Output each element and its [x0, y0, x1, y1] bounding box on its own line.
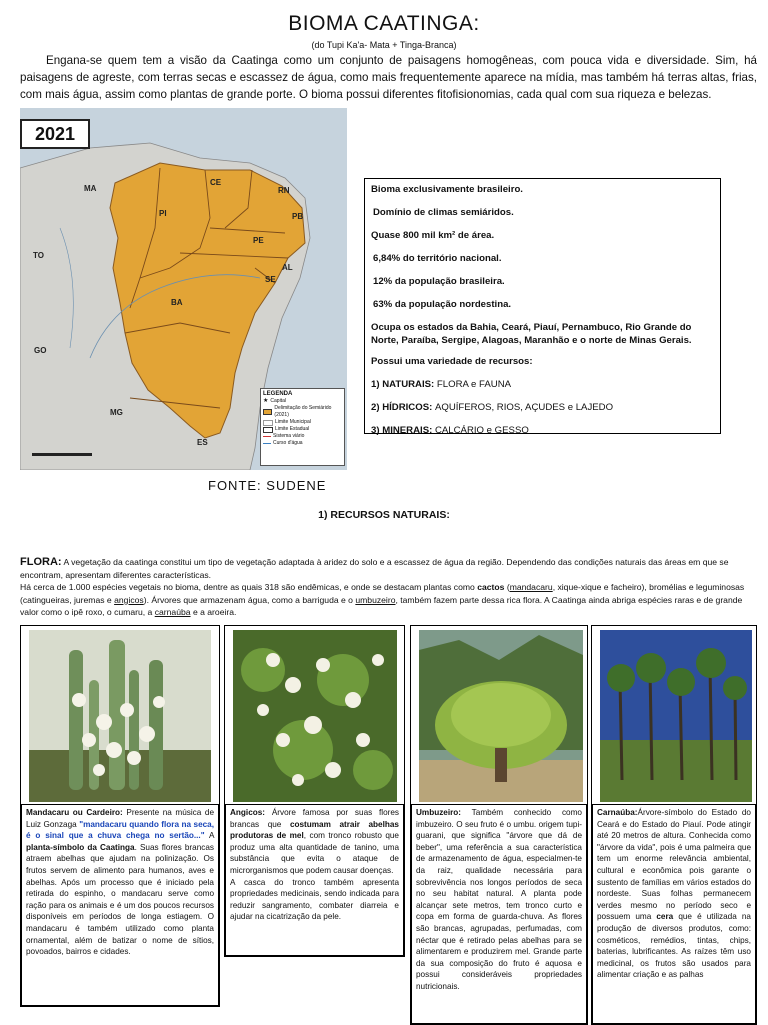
state-label: MG — [110, 408, 123, 417]
resource-text: CALCÁRIO e GESSO — [434, 425, 529, 436]
flora-text: , também fazem parte dessa rica flora. A Caatinga ainda abriga espécies raras e de grande valor como o ipê roxo, o cumaru, a — [20, 594, 743, 617]
resource-label: 3) MINERAIS: — [371, 425, 433, 436]
mandacaru-photo — [29, 630, 211, 802]
map-legend — [260, 388, 345, 466]
info-box — [364, 178, 721, 434]
card-title: Angicos: — [230, 808, 266, 817]
legend-item — [263, 433, 342, 440]
page-title: BIOMA CAATINGA: — [288, 12, 480, 35]
legend-title: LEGENDA — [263, 391, 293, 397]
flora-underline: angicos — [114, 594, 144, 605]
card-text: A — [208, 831, 214, 841]
angicos-description — [225, 804, 404, 956]
card-title: Mandacaru ou Cardeiro: — [26, 808, 123, 817]
resource-water — [371, 401, 714, 414]
card-text: Presente na música de Luiz Gonzaga — [26, 808, 214, 829]
intro-text: Engana-se quem tem a visão da Caatinga como um conjunto de paisagens homogêneas, com pouca vida e diversidade. Sim, há paisagens de agreste, com terras secas e escassez de água, como mais frequentemente aparece na mídia, mas também há terras altas, frias, com mais água, assim como plantas de grande porte. O bioma possui diferentes fitofisionomias, cada qual com sua riqueza e belezas. — [20, 54, 757, 101]
card-bold: costumam atrair abelhas produtoras de mel — [230, 819, 399, 841]
info-line: Possui uma variedade de recursos: — [371, 356, 533, 367]
legend-item-label: Sistema viário — [273, 433, 305, 439]
state-label: ES — [197, 438, 208, 447]
plant-card-umbuzeiro — [410, 625, 588, 1025]
legend-item — [263, 405, 342, 419]
angico-photo — [233, 630, 397, 802]
card-quote: "mandacaru quando flora na seca, é o sinal que a chuva chega no sertão..." — [26, 819, 215, 841]
flora-underline: carnaúba — [154, 607, 191, 617]
state-label: AL — [282, 263, 293, 272]
umbuzeiro-photo — [419, 630, 583, 802]
legend-item-label: Limite Estadual — [275, 426, 310, 432]
flora-text: e a aroeira. — [192, 607, 237, 617]
flora-text: A vegetação da caatinga constitui um tipo de vegetação adaptada à aridez do solo e a escassez de água da região. Dependendo das condições naturais das áreas em que se encontram, apresentam diferentes características. — [20, 557, 729, 580]
state-label: SE — [265, 275, 276, 284]
state-label: GO — [34, 346, 47, 355]
card-text: A casca do tronco também apresenta propriedades medicinais, sendo indicada para reduzir sangramento, combater diarreia e ajudar na cicatrização da pele. — [230, 877, 399, 922]
flora-text: Há cerca de 1.000 espécies vegetais no bioma, dentre as quais 318 são endêmicas, e onde se destacam plantas como — [20, 582, 475, 592]
flora-underline: umbuzeiro — [355, 594, 396, 605]
carnauba-photo — [600, 630, 752, 802]
card-title: Carnaúba: — [597, 808, 638, 817]
legend-item — [263, 426, 342, 433]
state-label: MA — [84, 184, 97, 193]
section-heading: 1) RECURSOS NATURAIS: — [318, 509, 450, 521]
legend-item: ★ Capital — [263, 398, 286, 404]
plant-card-carnauba — [591, 625, 757, 1025]
map-source: FONTE: SUDENE — [208, 478, 327, 493]
state-label: PB — [292, 212, 304, 221]
carnauba-description — [592, 804, 756, 1024]
card-bold: cera — [656, 912, 674, 922]
legend-item-label: Limite Municipal — [275, 419, 311, 425]
resource-text: AQUÍFEROS, RIOS, AÇUDES e LAJEDO — [434, 402, 614, 413]
legend-item — [263, 440, 342, 447]
plant-card-mandacaru — [20, 625, 220, 1007]
flora-text: ( — [506, 582, 510, 592]
resource-label: 2) HÍDRICOS: — [371, 402, 433, 413]
page-subtitle: (do Tupi Ka'a- Mata + Tinga-Branca) — [311, 40, 457, 50]
card-title: Umbuzeiro: — [416, 808, 462, 817]
info-line: Ocupa os estados da Bahia, Ceará, Piauí, Pernambuco, Rio Grande do Norte, Paraíba, Sergipe, Alagoas, Maranhão e o norte de Minas Gerais. — [371, 322, 692, 346]
resource-label: 1) NATURAIS: — [371, 379, 435, 390]
legend-item-label: Delimitação do Semiárido (2021) — [274, 405, 332, 418]
state-label: RN — [278, 186, 290, 195]
umbuzeiro-description — [411, 804, 587, 1024]
resource-mineral — [371, 424, 714, 437]
flora-text: , xique-xique e facheiro), bromélias e leguminosas (catingueiras, juremas e — [20, 582, 745, 605]
intro-paragraph — [20, 52, 757, 103]
flora-label: FLORA: — [20, 556, 62, 568]
flora-bold: cactos — [477, 582, 505, 592]
card-text: Árvore famosa por suas flores brancas que — [230, 808, 399, 829]
state-label: PI — [159, 209, 167, 218]
flora-paragraph — [20, 556, 757, 619]
card-text: que é utilizada na produção de diversos produtos, como: cosméticos, remédios, tintas, chips, baterias, lubrificantes. As raízes têm uso medicinal, os frutos são usados para alimentar criação e as palhas — [597, 912, 751, 980]
legend-item — [263, 419, 342, 426]
state-label: BA — [171, 298, 183, 307]
card-bold: planta-símbolo da Caatinga — [26, 842, 135, 852]
map-year-label: 2021 — [20, 119, 90, 149]
flora-text: ). Árvores que armazenam água, como a barriguda e o — [143, 594, 353, 605]
info-line: 63% da população nordestina. — [373, 299, 512, 310]
plant-card-angicos — [224, 625, 405, 957]
mandacaru-description — [21, 804, 219, 1006]
info-line: 12% da população brasileira. — [373, 276, 505, 287]
state-label: TO — [33, 251, 44, 260]
state-label: CE — [210, 178, 222, 187]
info-line: Quase 800 mil km² de área. — [371, 230, 495, 241]
card-text: . Suas flores brancas atraem abelhas que ajudam na polinização. Os frutos servem de alimento para humanos, aves e abelhas. Após um processo que é iniciado pela retirada do espinho, o mandacaru serve como ração para os animais e é um dos poucos recursos disponíveis em períodos de longa estiagem. O mandacaru é também utilizado como planta ornamental, além de batizar o nome de sítios, povoados, bairros e cidades. — [26, 842, 214, 957]
card-text: Também conhecido como imbuzeiro. O seu fruto é o umbu. origem tupi-guarani, que significa "árvore que dá de beber", uma referência a sua característica de armazenamento de água, especialmen-te da raiz, qualidade necessária para sobrevivência nos longos períodos de seca no seu habitat natural. A planta pode alcançar sete metros, tem tronco curto e copa em forma de guarda-chuva. As flores são brancas, agrupadas, perfumadas, com néctar que é retirado pelas abelhas para se alimentarem e produzirem mel. Grande parte da sua composição do fruto é aquosa e possui consideráveis propriedades nutricionais. — [416, 808, 582, 991]
legend-item-label: Capital — [270, 398, 286, 404]
card-text: , com tronco robusto que produz uma alta quantidade de tanino, uma substância que evita o ataque de microrganismos que podem causar doenças. — [230, 831, 399, 875]
info-line: Domínio de climas semiáridos. — [373, 207, 514, 218]
resource-text: FLORA e FAUNA — [436, 379, 512, 390]
resource-natural — [371, 378, 714, 391]
info-line: Bioma exclusivamente brasileiro. — [371, 184, 523, 195]
card-text: Árvore-símbolo do Estado do Ceará e do Estado do Piauí. Pode atingir até 20 metros de altura. Conhecida como "árvore da vida", pois é uma palmeira que tem um enorme relevância ambiental, cultural e econômica pois garante o sustento de famílias em vários estados do nordeste. Suas folhas permanecem verdes mesmo no período seco e possuem uma — [597, 808, 751, 922]
legend-item-label: Curso d'água — [273, 440, 303, 446]
flora-underline: mandacaru — [509, 582, 553, 592]
state-label: PE — [253, 236, 264, 245]
info-line: 6,84% do território nacional. — [373, 253, 502, 264]
